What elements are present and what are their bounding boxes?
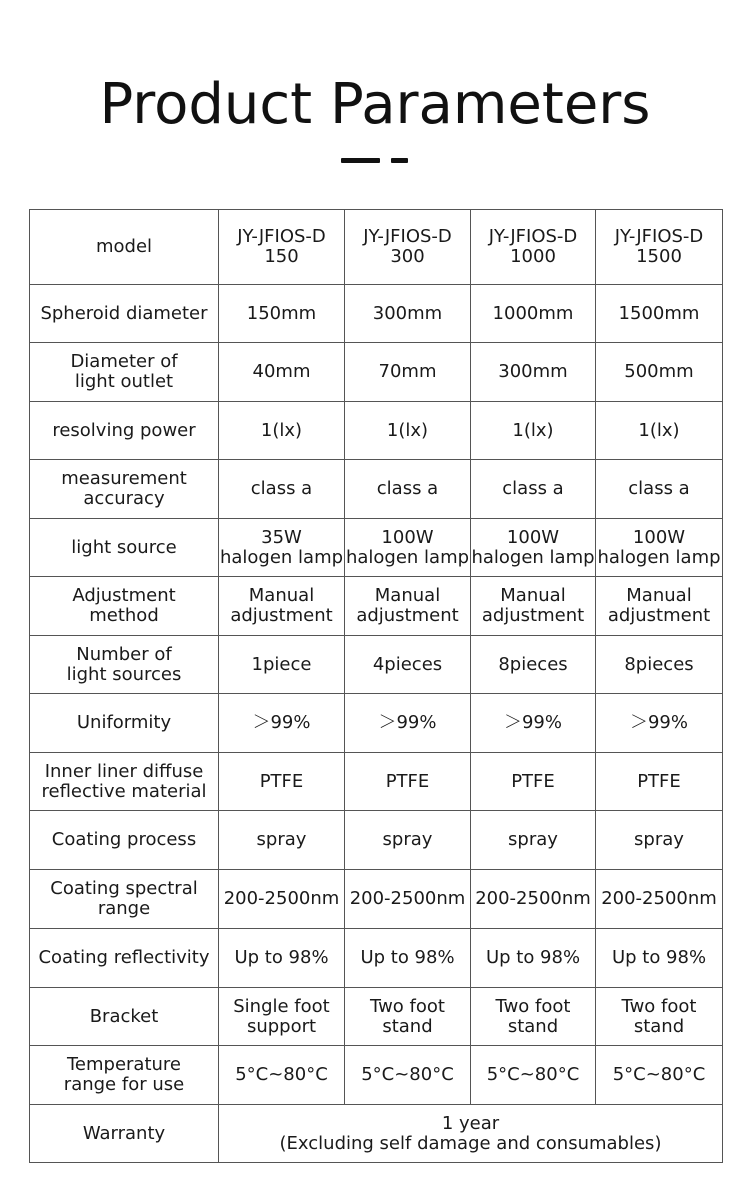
cell-value: Up to 98% (471, 929, 596, 988)
cell-value: spray (596, 811, 723, 870)
row-label: Temperature range for use (30, 1046, 219, 1105)
cell-value: JY-JFIOS-D 1500 (596, 210, 723, 285)
row-label: model (30, 210, 219, 285)
cell-value: JY-JFIOS-D 300 (345, 210, 471, 285)
cell-value: 1000mm (471, 285, 596, 343)
cell-value: Manual adjustment (596, 577, 723, 636)
table-row (30, 929, 723, 988)
cell-value: 150mm (219, 285, 345, 343)
cell-value: 100W halogen lamp (596, 519, 723, 577)
cell-value: 5°C~80°C (345, 1046, 471, 1105)
table-row (30, 870, 723, 929)
row-label: Uniformity (30, 694, 219, 753)
title-underline-long (341, 158, 380, 163)
cell-value: 200-2500nm (345, 870, 471, 929)
table-row (30, 577, 723, 636)
cell-value: JY-JFIOS-D 150 (219, 210, 345, 285)
cell-value: 40mm (219, 343, 345, 402)
row-label: Diameter of light outlet (30, 343, 219, 402)
cell-value: ＞99% (345, 694, 471, 753)
cell-value: class a (471, 460, 596, 519)
cell-value: 500mm (596, 343, 723, 402)
cell-value: Up to 98% (596, 929, 723, 988)
row-label: Coating spectral range (30, 870, 219, 929)
cell-value: JY-JFIOS-D 1000 (471, 210, 596, 285)
cell-value: 5°C~80°C (596, 1046, 723, 1105)
cell-value: 100W halogen lamp (471, 519, 596, 577)
title-underline-short (391, 158, 408, 163)
cell-value: class a (596, 460, 723, 519)
cell-value: Up to 98% (219, 929, 345, 988)
row-label: Adjustment method (30, 577, 219, 636)
cell-value: 1piece (219, 636, 345, 694)
cell-value: 8pieces (596, 636, 723, 694)
cell-value: 5°C~80°C (471, 1046, 596, 1105)
cell-value: Single foot support (219, 988, 345, 1046)
cell-value: Two foot stand (596, 988, 723, 1046)
cell-value: Two foot stand (471, 988, 596, 1046)
cell-value: PTFE (219, 753, 345, 811)
cell-value: Manual adjustment (345, 577, 471, 636)
cell-value: 1(lx) (471, 402, 596, 460)
cell-value: class a (345, 460, 471, 519)
cell-value: ＞99% (596, 694, 723, 753)
row-label: Spheroid diameter (30, 285, 219, 343)
table-row (30, 694, 723, 753)
cell-value: spray (471, 811, 596, 870)
table-row (30, 753, 723, 811)
row-label: measurement accuracy (30, 460, 219, 519)
row-label: Inner liner diffuse reflective material (30, 753, 219, 811)
cell-value: 35W halogen lamp (219, 519, 345, 577)
table-row (30, 519, 723, 577)
cell-value: class a (219, 460, 345, 519)
table-row (30, 402, 723, 460)
cell-value: 200-2500nm (219, 870, 345, 929)
row-label: resolving power (30, 402, 219, 460)
cell-value: ＞99% (219, 694, 345, 753)
page-title: Product Parameters (99, 72, 651, 137)
cell-value: PTFE (596, 753, 723, 811)
row-label: Bracket (30, 988, 219, 1046)
table-row (30, 460, 723, 519)
table-row (30, 1046, 723, 1105)
cell-value: 200-2500nm (471, 870, 596, 929)
row-label: Coating reflectivity (30, 929, 219, 988)
cell-value: Manual adjustment (219, 577, 345, 636)
cell-value: spray (345, 811, 471, 870)
warranty-value: 1 year (Excluding self damage and consumables) (219, 1105, 723, 1163)
cell-value: 200-2500nm (596, 870, 723, 929)
table-row (30, 285, 723, 343)
row-label: Number of light sources (30, 636, 219, 694)
row-label: light source (30, 519, 219, 577)
cell-value: 1500mm (596, 285, 723, 343)
warranty-row (30, 1105, 723, 1163)
table-row (30, 811, 723, 870)
table-row (30, 988, 723, 1046)
cell-value: 1(lx) (345, 402, 471, 460)
cell-value: 100W halogen lamp (345, 519, 471, 577)
cell-value: 1(lx) (219, 402, 345, 460)
cell-value: 1(lx) (596, 402, 723, 460)
cell-value: PTFE (345, 753, 471, 811)
cell-value: Up to 98% (345, 929, 471, 988)
parameters-table (29, 209, 723, 1163)
cell-value: ＞99% (471, 694, 596, 753)
cell-value: 70mm (345, 343, 471, 402)
cell-value: 5°C~80°C (219, 1046, 345, 1105)
cell-value: 300mm (471, 343, 596, 402)
warranty-label: Warranty (30, 1105, 219, 1163)
row-label: Coating process (30, 811, 219, 870)
cell-value: 8pieces (471, 636, 596, 694)
cell-value: 4pieces (345, 636, 471, 694)
table-row (30, 210, 723, 285)
cell-value: spray (219, 811, 345, 870)
cell-value: 300mm (345, 285, 471, 343)
table-row (30, 343, 723, 402)
cell-value: Two foot stand (345, 988, 471, 1046)
table-row (30, 636, 723, 694)
cell-value: PTFE (471, 753, 596, 811)
cell-value: Manual adjustment (471, 577, 596, 636)
